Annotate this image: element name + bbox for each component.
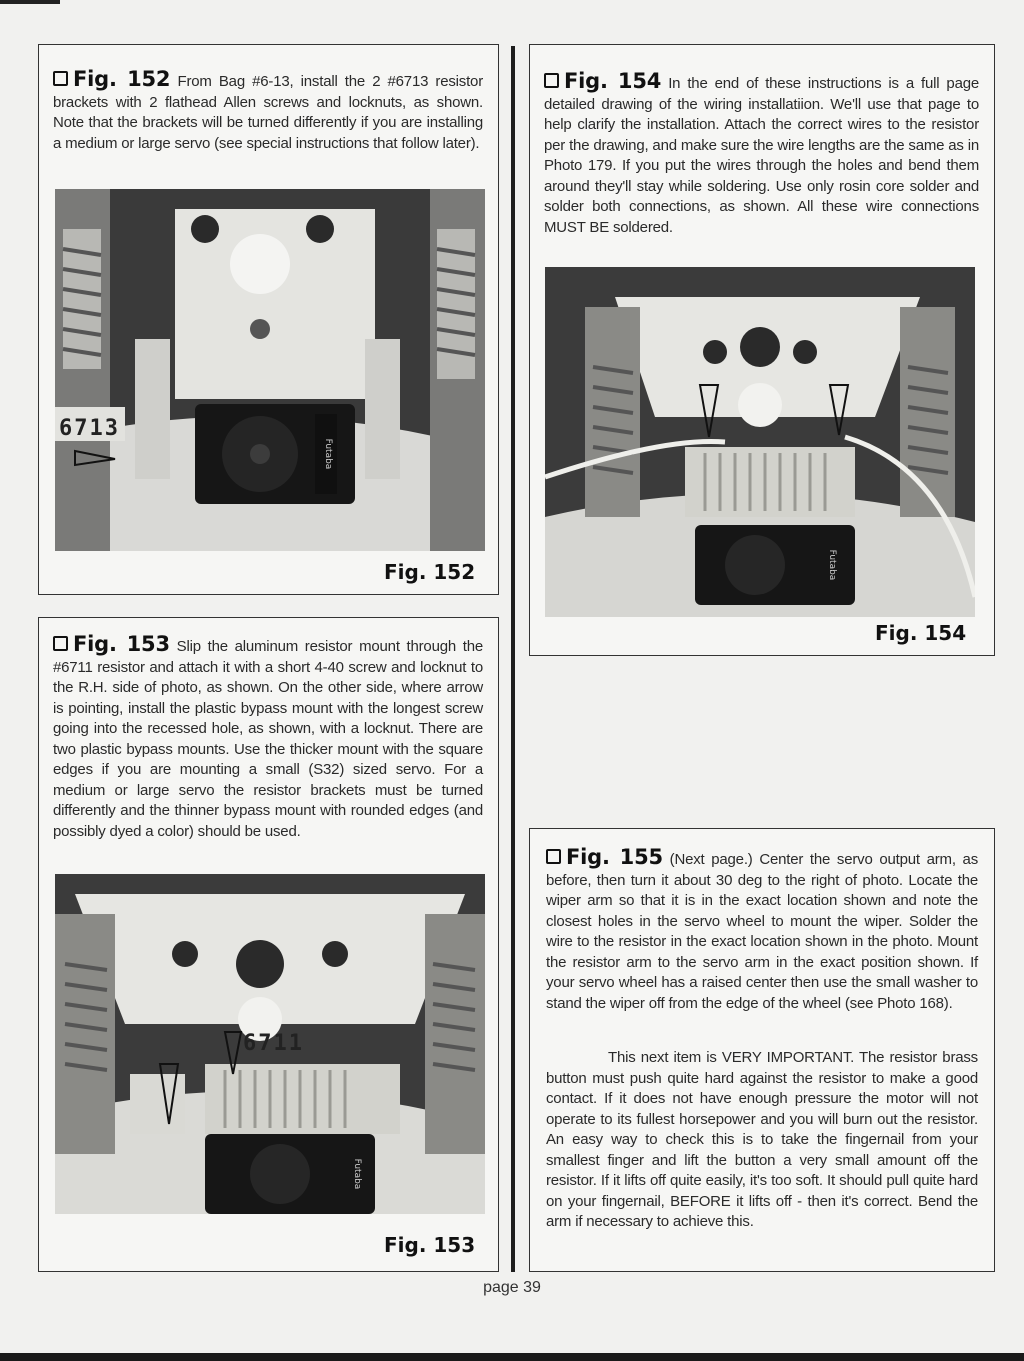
fig-153-part-label: 6711 bbox=[243, 1031, 304, 1056]
fig-152-heading: Fig. 152 bbox=[73, 67, 171, 91]
fig-154-instructions bbox=[544, 71, 979, 238]
fig-155-panel bbox=[529, 828, 995, 1272]
checkbox-icon[interactable] bbox=[53, 636, 68, 651]
fig-152-photo bbox=[55, 189, 485, 551]
fig-155-heading: Fig. 155 bbox=[566, 845, 663, 869]
page-number: page 39 bbox=[483, 1279, 541, 1296]
column-divider bbox=[511, 46, 515, 1272]
fig-155-text: (Next page.) Center the servo output arm, as before, then turn it about 30 deg to the right of photo. Locate the wiper arm so that it is in the exact location shown and note the closest holes in the servo wheel to mount the wiper. Solder the wire to the resistor in the exact location shown in the photo. Mount the resistor arm to the servo arm in the exact position shown. If your servo wheel has a raised center then use the small washer to stand the wiper off from the edge of the wheel (see Photo 168). bbox=[546, 851, 979, 1012]
fig-153-caption: Fig. 153 bbox=[384, 1233, 476, 1257]
fig-153-photo bbox=[55, 874, 485, 1214]
checkbox-icon[interactable] bbox=[544, 73, 559, 88]
servo-label: Futaba bbox=[827, 549, 837, 581]
fig-153-heading: Fig. 153 bbox=[73, 632, 170, 656]
fig-152-instructions bbox=[53, 69, 483, 154]
fig-152-part-label: 6713 bbox=[59, 416, 120, 441]
fig-154-panel bbox=[529, 44, 995, 656]
servo-label: Futaba bbox=[352, 1158, 362, 1190]
scan-edge-bottom bbox=[0, 1353, 1024, 1361]
fig-152-text: From Bag #6-13, install the 2 #6713 resistor brackets with 2 flathead Allen screws and locknuts, as shown. Note that the brackets will be turned differently if you are installing a medium or large servo (see special instructions that follow later). bbox=[53, 73, 483, 152]
fig-155-important-note: This next item is VERY IMPORTANT. The resistor brass button must push quite hard against the resistor to make a good contact. If it does not have enough pressure the motor will not operate to its fullest horsepower and you will burn out the resistor. An easy way to check this is to take the fingernail from your smallest finger and lift the button a very small amount off the resistor. If it lifts off quite easily, it's too soft. It should pull quite hard on your fingernail, BEFORE it lifts off - then it's correct. Bend the arm if necessary to achieve this. bbox=[546, 1049, 978, 1230]
fig-153-panel bbox=[38, 617, 499, 1272]
fig-153-instructions bbox=[53, 634, 483, 842]
fig-152-panel bbox=[38, 44, 499, 595]
checkbox-icon[interactable] bbox=[546, 849, 561, 864]
fig-154-caption: Fig. 154 bbox=[875, 621, 967, 645]
fig-154-photo bbox=[545, 267, 975, 617]
fig-153-text: Slip the aluminum resistor mount through the #6711 resistor and attach it with a short 4-40 screw and locknut to the R.H. side of photo, as shown. On the other side, where arrow is pointing, install the plastic bypass mount with the longest screw going into the recessed hole, as shown, with a locknut. There are two plastic bypass mounts. Use the thicker mount with the square edges if you are mounting a small (S32) sized servo. For a medium or large servo the resistor brackets must be turned differently and the thinner bypass mount with rounded edges (and possibly dyed a color) should be used. bbox=[53, 638, 484, 840]
fig-154-heading: Fig. 154 bbox=[564, 69, 662, 93]
fig-154-text: In the end of these instructions is a full page detailed drawing of the wiring installatiion. We'll use that page to help clarify the installation. Attach the correct wires to the resistor per the drawing, and make sure the wire lengths are the same as in Photo 179. If you put the wires through the holes and bend them around they'll stay while soldering. Use only rosin core solder and solder both connections, as shown. All these wire connections MUST BE soldered. bbox=[544, 75, 979, 236]
fig-152-caption: Fig. 152 bbox=[384, 560, 476, 584]
checkbox-icon[interactable] bbox=[53, 71, 68, 86]
scan-edge-top bbox=[0, 0, 60, 4]
servo-label: Futaba bbox=[323, 438, 333, 470]
fig-155-instructions bbox=[546, 847, 978, 1014]
